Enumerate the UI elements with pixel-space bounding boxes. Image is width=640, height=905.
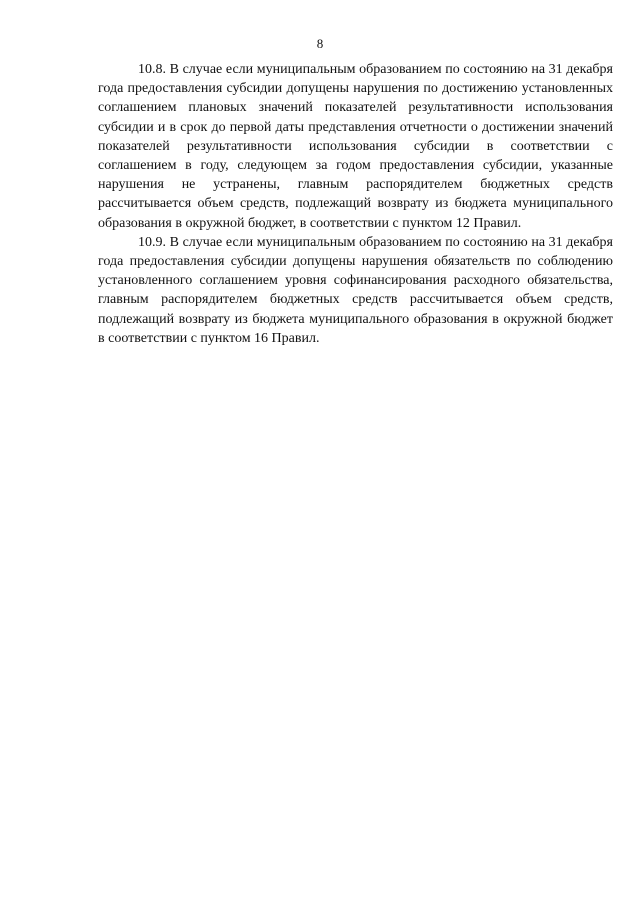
paragraph-10-9: 10.9. В случае если муниципальным образованием по состоянию на 31 декабря года предоставления субсидии допущены нарушения обязательств по соблюдению установленного соглашением уровня софинансирования расходного обязательства, главным распорядителем бюджетных средств рассчитывается объем средств, подлежащий возврату из бюджета муниципального образования в окружной бюджет в соответствии с пунктом 16 Правил. <box>98 234 613 346</box>
document-body <box>98 60 613 348</box>
paragraph-10-8: 10.8. В случае если муниципальным образованием по состоянию на 31 декабря года предоставления субсидии допущены нарушения по достижению установленных соглашением плановых значений показателей результативности использования субсидии и в срок до первой даты представления отчетности о достижении значений показателей результативности использования субсидии в соответствии с соглашением в году, следующем за годом предоставления субсидии, указанные нарушения не устранены, главным распорядителем бюджетных средств рассчитывается объем средств, подлежащий возврату из бюджета муниципального образования в окружной бюджет, в соответствии с пунктом 12 Правил. <box>98 62 613 231</box>
page-number: 8 <box>316 36 324 51</box>
